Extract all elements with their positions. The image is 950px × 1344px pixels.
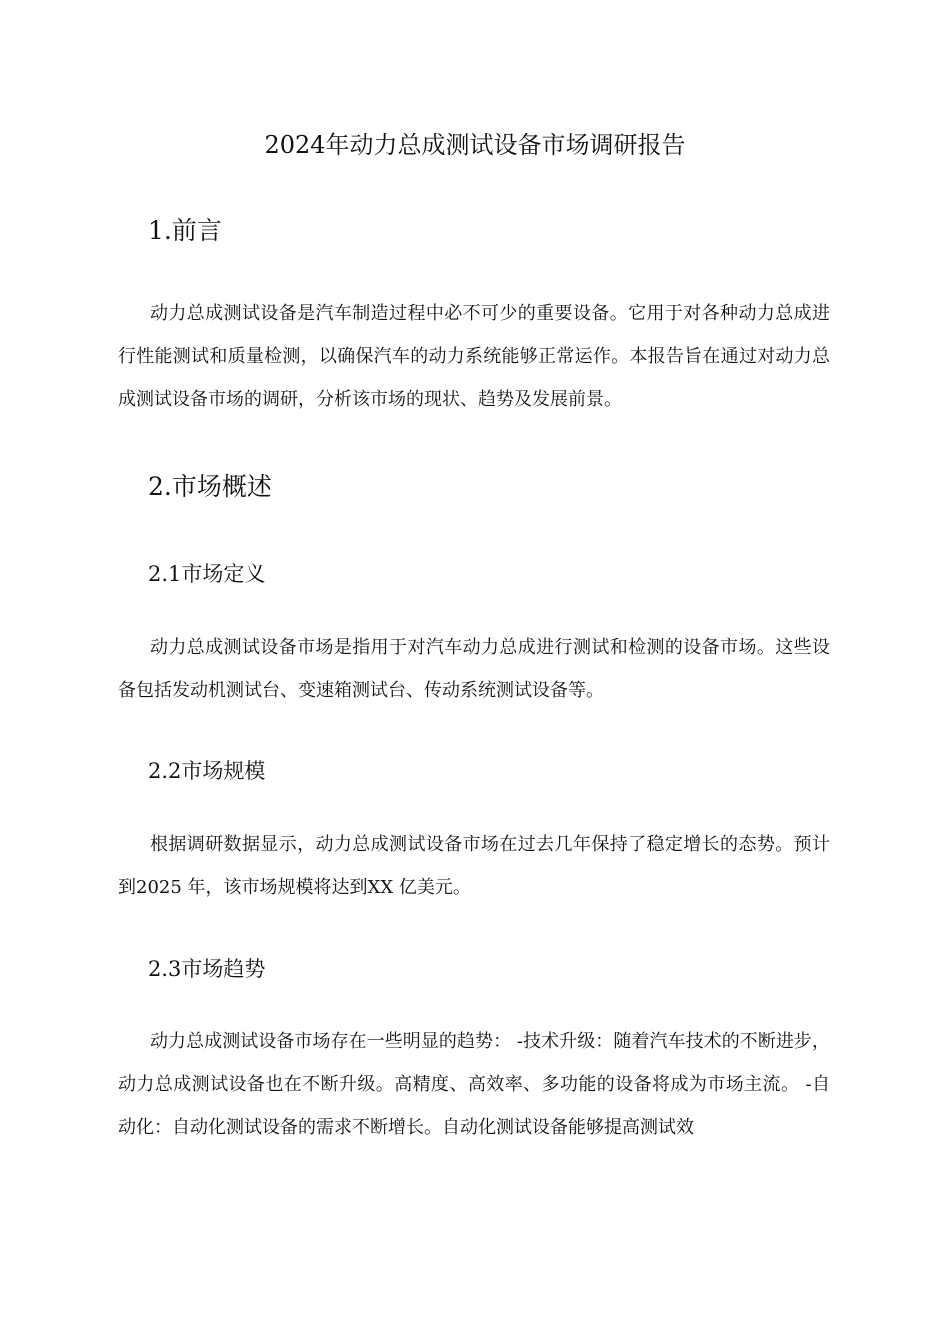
market-definition-paragraph: 动力总成测试设备市场是指用于对汽车动力总成进行测试和检测的设备市场。这些设备包括发动机测试台、变速箱测试台、传动系统测试设备等。 (118, 637, 830, 701)
preface-paragraph: 动力总成测试设备是汽车制造过程中必不可少的重要设备。它用于对各种动力总成进行性能测试和质量检测，以确保汽车的动力系统能够正常运作。本报告旨在通过对动力总成测试设备市场的调研，分析该市场的现状、趋势及发展前景。 (118, 303, 830, 410)
section-heading-market-overview: 2.市场概述 (148, 472, 272, 501)
document-title: 2024年动力总成测试设备市场调研报告 (264, 131, 686, 159)
market-size-paragraph: 根据调研数据显示，动力总成测试设备市场在过去几年保持了稳定增长的态势。预计到2025 年，该市场规模将达到XX 亿美元。 (118, 834, 830, 898)
section-heading-preface: 1.前言 (148, 216, 222, 245)
subsection-heading-market-size: 2.2市场规模 (148, 759, 266, 783)
market-trends-paragraph: 动力总成测试设备市场存在一些明显的趋势： -技术升级：随着汽车技术的不断进步，动力总成测试设备也在不断升级。高精度、高效率、多功能的设备将成为市场主流。 -自动化：自动化测试设备的需求不断增长。自动化测试设备能够提高测试效 (118, 1031, 830, 1138)
subsection-heading-market-definition: 2.1市场定义 (148, 562, 266, 586)
subsection-heading-market-trends: 2.3市场趋势 (148, 957, 266, 981)
